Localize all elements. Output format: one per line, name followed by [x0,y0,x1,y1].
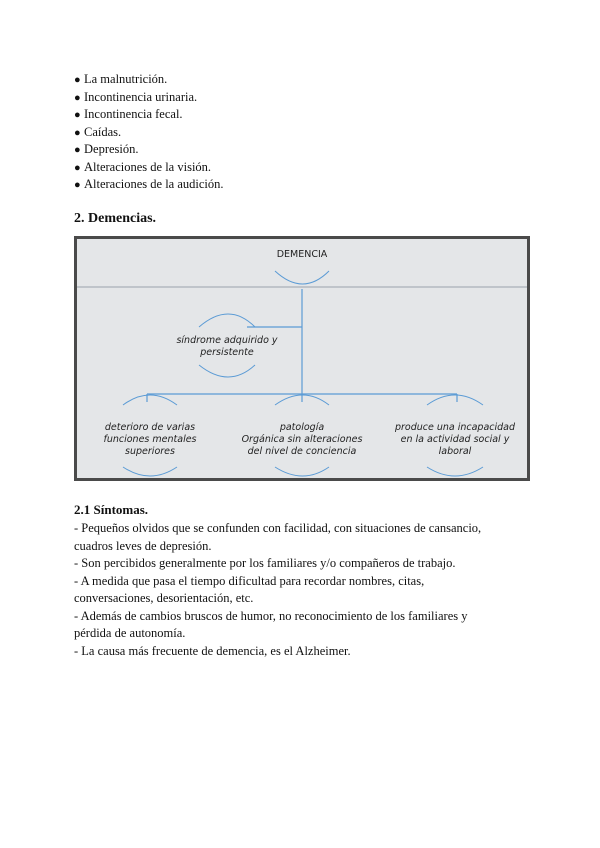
bullet-item: ● Caídas. [74,124,224,142]
paragraph-line: - Pequeños olvidos que se confunden con facilidad, con situaciones de cansancio, [74,521,482,535]
syndrome-arc-bottom [199,365,255,377]
bullet-icon: ● [74,161,81,174]
bullet-icon: ● [74,74,81,86]
section-heading-demencias: 2. Demencias. [74,211,157,226]
bullet-item: ● Alteraciones de la audición. [74,176,224,194]
node-patologia: patología Orgánica sin alteraciones del nivel de conciencia [241,422,363,457]
paragraph-line: cuadros leves de depresión. [74,538,212,553]
paragraph-line: conversaciones, desorientación, etc. [74,591,254,605]
bullet-icon: ● [74,109,81,121]
dementia-diagram [74,236,530,481]
paragraph-line: - Además de cambios bruscos de humor, no reconocimiento de los familiares y [74,608,468,623]
paragraph-line: - Son percibidos generalmente por los familiares y/o compañeros de trabajo. [74,556,456,570]
paragraph-line: pérdida de autonomía. [74,626,186,640]
title-arc [275,271,329,284]
paragraph-line: - A medida que pasa el tiempo dificultad para recordar nombres, citas, [74,573,425,588]
section-heading-sintomas: 2.1 Síntomas. [74,502,149,517]
node-syndrome: síndrome adquirido y persistente [176,335,278,358]
node-incapacidad: produce una incapacidad en la actividad social y laboral [394,422,516,457]
syndrome-arc-top [199,314,255,327]
bullet-icon: ● [74,126,81,139]
symptoms-paragraph [74,520,534,660]
left-arc-top [123,395,177,405]
bullet-icon: ● [74,179,81,191]
bullet-item: ● Depresión. [74,141,224,159]
node-deterioro: deterioro de varias funciones mentales superiores [103,422,197,457]
right-arc-top [427,395,483,405]
bullet-icon: ● [74,91,81,104]
left-arc-bottom [123,467,177,476]
bullet-list [74,71,224,194]
paragraph-line: - La causa más frecuente de demencia, es el Alzheimer. [74,643,351,658]
center-arc-bottom [275,467,329,476]
diagram-title: DEMENCIA [276,249,328,260]
right-arc-bottom [427,467,483,476]
bullet-item: ● Incontinencia fecal. [74,106,224,124]
bullet-item: ● La malnutrición. [74,71,224,89]
bullet-item: ● Incontinencia urinaria. [74,89,224,107]
bullet-icon: ● [74,144,81,156]
bullet-item: ● Alteraciones de la visión. [74,159,224,177]
